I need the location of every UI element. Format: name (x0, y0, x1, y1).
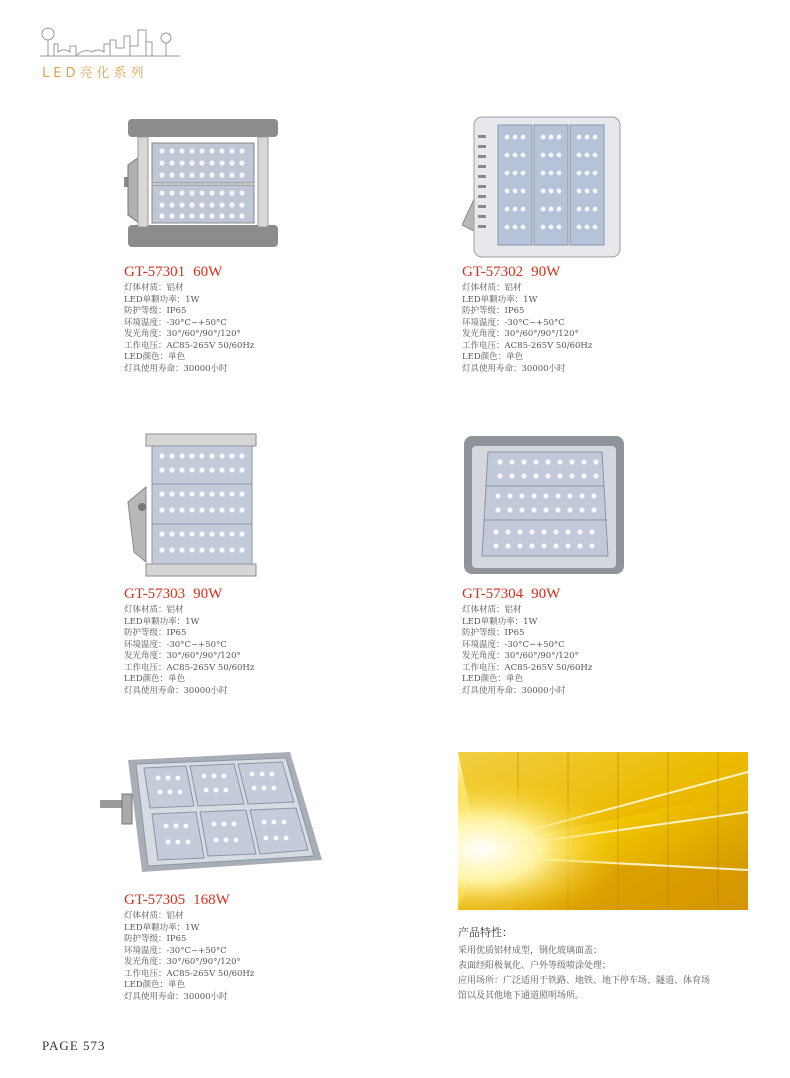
model-title: GT-57302 90W (462, 264, 561, 280)
spec-row: LED单颗功率：1W (462, 294, 538, 305)
floodlight-image (462, 115, 622, 260)
spec-row: 防护等级：IP65 (462, 628, 525, 638)
model-title: GT-57301 60W (124, 264, 223, 280)
spec-row: 环境温度：-30°C~+50°C (124, 317, 227, 328)
spec-row: 环境温度：-30°C~+50°C (124, 945, 227, 956)
spec-row: 环境温度：-30°C~+50°C (124, 639, 227, 650)
spec-row: LED单颗功率：1W (124, 616, 200, 627)
spec-row: 灯体材质：铝材 (124, 911, 184, 921)
floodlight-image (124, 432, 284, 582)
floodlight-image (462, 432, 627, 582)
spec-row: LED颜色：单色 (462, 674, 524, 684)
spec-row: 防护等级：IP65 (462, 306, 525, 316)
spec-row: LED单颗功率：1W (124, 294, 200, 305)
spec-row: 发光角度：30°/60°/90°/120° (124, 329, 241, 339)
spec-row: 发光角度：30°/60°/90°/120° (124, 957, 241, 967)
spec-row: LED颜色：单色 (462, 352, 524, 362)
product-card (124, 432, 284, 697)
spec-list (124, 605, 284, 697)
page-header (40, 22, 200, 82)
spec-row: 工作电压：AC85-265V 50/60Hz (462, 340, 593, 351)
spec-row: 灯具使用寿命：30000小时 (124, 685, 228, 696)
model-title: GT-57303 90W (124, 586, 223, 602)
spec-row: 环境温度：-30°C~+50°C (462, 639, 565, 650)
spec-row: 工作电压：AC85-265V 50/60Hz (124, 662, 255, 673)
spec-row: 防护等级：IP65 (124, 934, 187, 944)
spec-row: 环境温度：-30°C~+50°C (462, 317, 565, 328)
product-features (458, 924, 758, 1004)
spec-row: 灯具使用寿命：30000小时 (124, 991, 228, 1002)
spec-row: 灯体材质：铝材 (124, 605, 184, 615)
product-card (462, 115, 622, 375)
spec-row: 灯体材质：铝材 (462, 283, 522, 293)
spec-list (124, 283, 284, 375)
floodlight-image (124, 115, 284, 260)
features-title: 产品特性： (458, 926, 513, 939)
spec-row: 发光角度：30°/60°/90°/120° (462, 329, 579, 339)
model-title: GT-57305 168W (124, 892, 230, 908)
spec-row: 防护等级：IP65 (124, 628, 187, 638)
feature-line: 馆以及其他地下通道照明场所。 (458, 991, 585, 1001)
spec-row: 灯具使用寿命：30000小时 (462, 685, 566, 696)
spec-row: 工作电压：AC85-265V 50/60Hz (462, 662, 593, 673)
spec-row: 发光角度：30°/60°/90°/120° (462, 651, 579, 661)
product-card (100, 750, 325, 1003)
spec-list (462, 283, 622, 375)
floodlight-image (100, 750, 325, 888)
spec-row: 工作电压：AC85-265V 50/60Hz (124, 968, 255, 979)
feature-line: 应用场所：广泛适用于铁路、地铁、地下停车场、隧道、体育场 (458, 976, 711, 986)
model-title: GT-57304 90W (462, 586, 561, 602)
feature-line: 表面经阳极氧化、户外等级喷涂处理； (458, 961, 612, 971)
spec-row: 灯体材质：铝材 (462, 605, 522, 615)
page-number: PAGE 573 (42, 1038, 106, 1053)
spec-row: LED单颗功率：1W (124, 922, 200, 933)
spec-row: LED颜色：单色 (124, 980, 186, 990)
spec-row: 灯具使用寿命：30000小时 (124, 363, 228, 374)
feature-line: 采用优质铝材成型，钢化玻璃面盖； (458, 946, 603, 956)
spec-list (462, 605, 627, 697)
product-card (462, 432, 627, 697)
spec-row: 灯具使用寿命：30000小时 (462, 363, 566, 374)
spec-row: LED颜色：单色 (124, 352, 186, 362)
spec-row: 灯体材质：铝材 (124, 283, 184, 293)
city-skyline-logo (40, 22, 190, 60)
product-card (124, 115, 284, 375)
tunnel-lighting-photo (458, 752, 748, 910)
spec-row: 发光角度：30°/60°/90°/120° (124, 651, 241, 661)
spec-row: 工作电压：AC85-265V 50/60Hz (124, 340, 255, 351)
series-title: LED亮化系列 (42, 66, 148, 81)
spec-row: LED单颗功率：1W (462, 616, 538, 627)
spec-row: 防护等级：IP65 (124, 306, 187, 316)
spec-row: LED颜色：单色 (124, 674, 186, 684)
spec-list (124, 911, 325, 1003)
